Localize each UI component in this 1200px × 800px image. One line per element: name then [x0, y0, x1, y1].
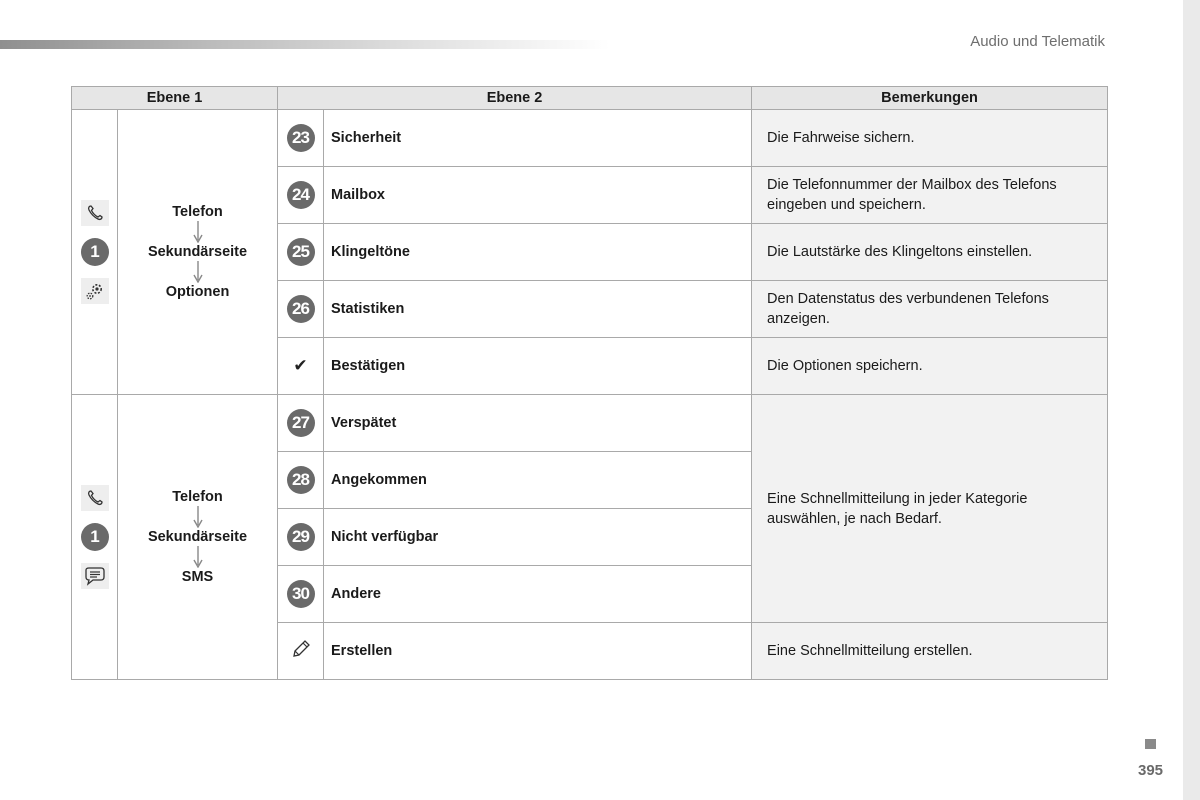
- level2-label: Mailbox: [324, 167, 752, 224]
- header-bemerkungen: Bemerkungen: [752, 87, 1108, 110]
- path-step-telefon: Telefon: [172, 489, 223, 505]
- down-arrow-icon: [193, 261, 203, 283]
- level1-path-cell: [118, 395, 278, 680]
- number-24-badge: 24: [287, 181, 315, 209]
- sms-bubble-icon: [81, 563, 109, 589]
- remark-text: Die Fahrweise sichern.: [752, 110, 1108, 167]
- level2-label: Klingeltöne: [324, 224, 752, 281]
- number-30-badge: 30: [287, 580, 315, 608]
- remark-text: Die Lautstärke des Klingeltons einstellen.: [752, 224, 1108, 281]
- level2-label: Erstellen: [324, 623, 752, 680]
- header-ebene-2: Ebene 2: [278, 87, 752, 110]
- phone-icon: [81, 200, 109, 226]
- remark-text: Eine Schnellmitteilung erstellen.: [752, 623, 1108, 680]
- header-ebene-1: Ebene 1: [72, 87, 278, 110]
- number-1-icon: 1: [81, 523, 109, 551]
- number-1-icon: 1: [81, 238, 109, 266]
- table-row: [72, 395, 1108, 452]
- level2-label: Angekommen: [324, 452, 752, 509]
- path-step-sekundaerseite: Sekundärseite: [147, 244, 248, 260]
- settings-gears-icon: [81, 278, 109, 304]
- number-28-badge: 28: [287, 466, 315, 494]
- number-23-badge: 23: [287, 124, 315, 152]
- pencil-icon: [290, 638, 312, 660]
- path-step-sms: SMS: [181, 569, 214, 585]
- check-icon: ✔: [293, 356, 308, 375]
- down-arrow-icon: [193, 546, 203, 568]
- path-step-optionen: Optionen: [165, 284, 230, 300]
- level2-label: Statistiken: [324, 281, 752, 338]
- header-rule: [0, 40, 610, 49]
- number-29-badge: 29: [287, 523, 315, 551]
- remark-text: Den Datenstatus des verbundenen Telefons anzeigen.: [752, 281, 1108, 338]
- down-arrow-icon: [193, 221, 203, 243]
- table-row: [72, 110, 1108, 167]
- level2-label: Nicht verfügbar: [324, 509, 752, 566]
- level2-label: Verspätet: [324, 395, 752, 452]
- page-edge: [1183, 0, 1200, 800]
- level1-icons-cell: [72, 395, 118, 680]
- path-step-sekundaerseite: Sekundärseite: [147, 529, 248, 545]
- number-25-badge: 25: [287, 238, 315, 266]
- level2-label: Sicherheit: [324, 110, 752, 167]
- menu-table: [71, 86, 1108, 680]
- number-27-badge: 27: [287, 409, 315, 437]
- page-number: 395: [1138, 762, 1164, 779]
- level1-icons-cell: [72, 110, 118, 395]
- remark-text: Die Telefonnummer der Mailbox des Telefons eingeben und speichern.: [752, 167, 1108, 224]
- section-title: Audio und Telematik: [970, 33, 1105, 50]
- shared-remark-text: Eine Schnellmitteilung in jeder Kategorie auswählen, je nach Bedarf.: [752, 395, 1108, 623]
- page-marker: [1145, 739, 1156, 749]
- level1-path-cell: [118, 110, 278, 395]
- path-step-telefon: Telefon: [172, 204, 223, 220]
- phone-icon: [81, 485, 109, 511]
- level2-label: Andere: [324, 566, 752, 623]
- level2-label: Bestätigen: [324, 338, 752, 395]
- number-26-badge: 26: [287, 295, 315, 323]
- down-arrow-icon: [193, 506, 203, 528]
- remark-text: Die Optionen speichern.: [752, 338, 1108, 395]
